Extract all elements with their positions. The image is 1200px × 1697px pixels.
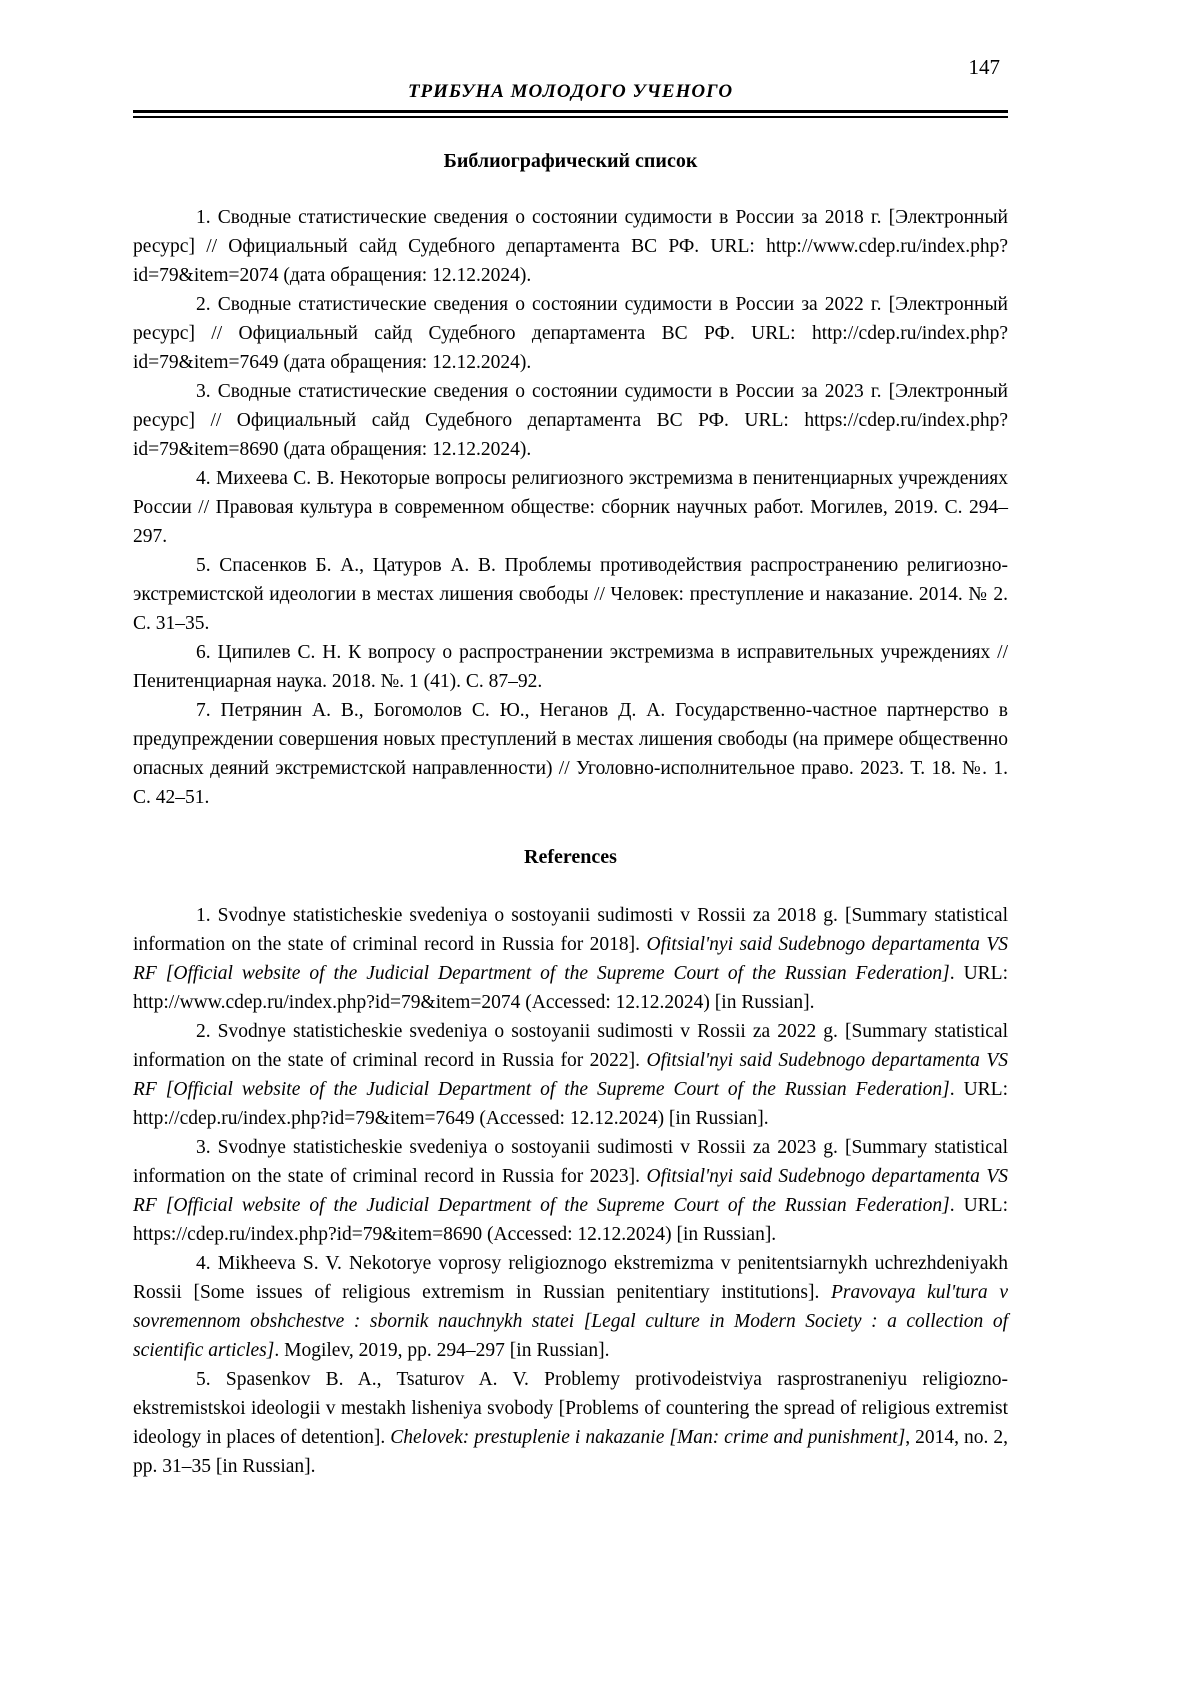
reference-segment: 7. Петрянин А. В., Богомолов С. Ю., Неганов Д. А. Государственно-частное партнерство в предупреждении совершения новых преступлений в местах лишения свободы (на примере общественно опасных деяний экстремистской направленности) // Уголовно-исполнительное право. 2023. Т. 18. №. 1. С. 42–51. [133,700,1008,808]
reference-item [133,290,1008,377]
reference-item [133,901,1008,1017]
reference-segment: . Mogilev, 2019, pp. 294–297 [in Russian]. [274,1340,610,1361]
reference-item [133,377,1008,464]
bibliography-list [133,203,1008,812]
references-title: References [524,846,617,868]
reference-item [133,203,1008,290]
page-number: 147 [968,55,1000,79]
reference-segment: . URL: http://www.cdep.ru/index.php?id=79&item=2074 (Accessed: 12.12.2024) [in Russian]. [133,963,1009,1013]
reference-segment-italic: Pravovaya kul'tura v sovremennom obshchestve : sbornik nauchnykh statei [Legal culture in Modern Society : a collection of scientific articles] [133,1282,1008,1361]
reference-item [133,696,1008,812]
reference-item [133,551,1008,638]
reference-segment: 4. Михеева С. В. Некоторые вопросы религиозного экстремизма в пенитенциарных учреждениях России // Правовая культура в современном обществе: сборник научных работ. Могилев, 2019. С. 294–297. [133,468,1008,547]
reference-segment: 5. Спасенков Б. А., Цатуров А. В. Проблемы противодействия распространению религиозно-экстремистской идеологии в местах лишения свободы // Человек: преступление и наказание. 2014. № 2. С. 31–35. [133,555,1008,634]
reference-segment-italic: Chelovek: prestuplenie i nakazanie [Man: crime and punishment] [390,1427,906,1448]
reference-segment-italic: Ofitsial'nyi said Sudebnogo departamenta VS RF [Official website of the Judicial Department of the Supreme Court of the Russian Federation] [133,1050,1008,1100]
reference-segment: 5. Spasenkov B. A., Tsaturov A. V. Problemy protivodeistviya rasprostraneniyu religiozno-ekstremistskoi ideologii v mestakh lisheniya svobody [Problems of countering the spread of religious extremist ideology in places of detention]. [133,1369,1008,1448]
reference-segment: 1. Сводные статистические сведения о состоянии судимости в России за 2018 г. [Электронный ресурс] // Официальный сайд Судебного департамента ВС РФ. URL: http://www.cdep.ru/index.php?id=79&item=2074 (дата обращения: 12.12.2024). [133,207,1008,286]
reference-segment: 1. Svodnye statisticheskie svedeniya o sostoyanii sudimosti v Rossii za 2018 g. [Summary statistical information on the state of criminal record in Russia for 2018]. [133,905,1008,955]
running-header: ТРИБУНА МОЛОДОГО УЧЕНОГО [407,81,734,102]
reference-item [133,464,1008,551]
references-list [133,901,1008,1481]
reference-segment: 3. Svodnye statisticheskie svedeniya o sostoyanii sudimosti v Rossii za 2023 g. [Summary statistical information on the state of criminal record in Russia for 2023]. [133,1137,1008,1187]
reference-segment-italic: Ofitsial'nyi said Sudebnogo departamenta VS RF [Official website of the Judicial Department of the Supreme Court of the Russian Federation] [133,1166,1008,1216]
reference-segment: , 2014, no. 2, pp. 31–35 [in Russian]. [133,1427,1008,1477]
reference-item [133,1249,1008,1365]
reference-segment: 6. Ципилев С. Н. К вопросу о распространении экстремизма в исправительных учреждениях // Пенитенциарная наука. 2018. №. 1 (41). С. 87–92. [133,642,1008,692]
bibliography-title: Библиографический список [443,150,698,172]
reference-segment-italic: Ofitsial'nyi said Sudebnogo departamenta VS RF [Official website of the Judicial Department of the Supreme Court of the Russian Federation] [133,934,1008,984]
reference-segment: 3. Сводные статистические сведения о состоянии судимости в России за 2023 г. [Электронный ресурс] // Официальный сайд Судебного департамента ВС РФ. URL: https://cdep.ru/index.php?id=79&item=8690 (дата обращения: 12.12.2024). [133,381,1008,460]
reference-item [133,1017,1008,1133]
reference-segment: . URL: https://cdep.ru/index.php?id=79&item=8690 (Accessed: 12.12.2024) [in Russian]. [133,1195,1009,1245]
reference-item [133,1365,1008,1481]
reference-segment: 4. Mikheeva S. V. Nekotorye voprosy religioznogo ekstremizma v penitentsiarnykh uchrezhdeniyakh Rossii [Some issues of religious extremism in Russian penitentiary institutions]. [133,1253,1008,1303]
reference-segment: . URL: http://cdep.ru/index.php?id=79&item=7649 (Accessed: 12.12.2024) [in Russian]. [133,1079,1009,1129]
reference-item [133,638,1008,696]
reference-segment: 2. Svodnye statisticheskie svedeniya o sostoyanii sudimosti v Rossii za 2022 g. [Summary statistical information on the state of criminal record in Russia for 2022]. [133,1021,1008,1071]
header-rule [133,110,1008,118]
reference-item [133,1133,1008,1249]
reference-segment: 2. Сводные статистические сведения о состоянии судимости в России за 2022 г. [Электронный ресурс] // Официальный сайд Судебного департамента ВС РФ. URL: http://cdep.ru/index.php?id=79&item=7649 (дата обращения: 12.12.2024). [133,294,1008,373]
